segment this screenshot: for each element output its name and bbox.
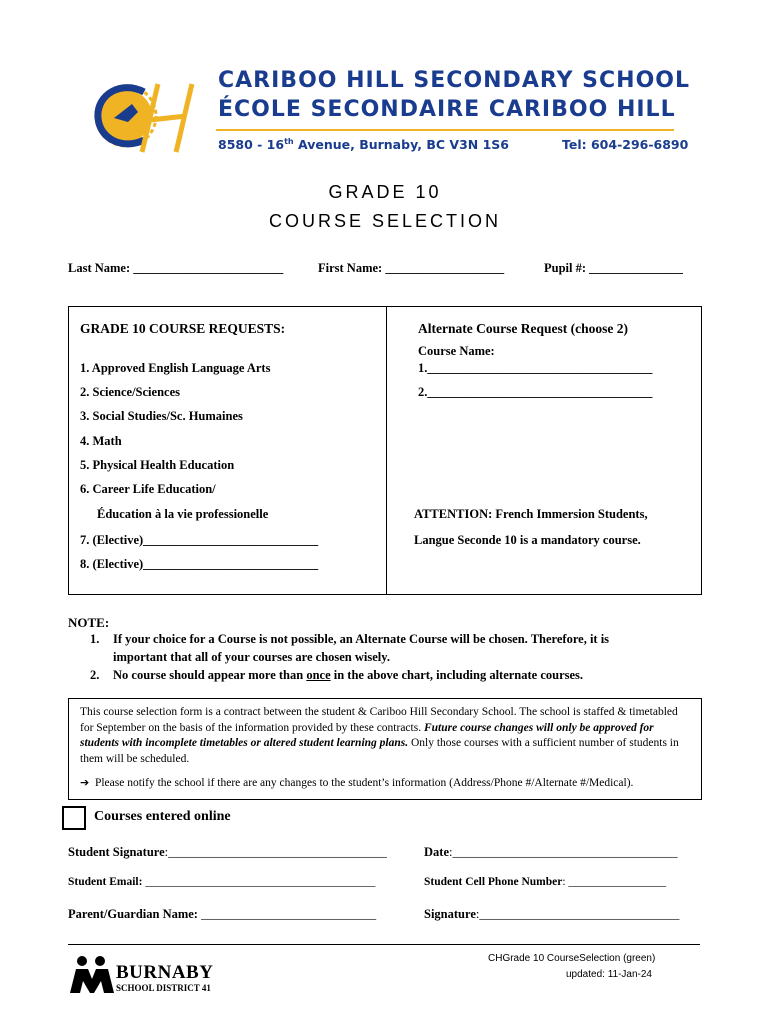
last-name-field[interactable]: Last Name: ________________________ bbox=[68, 261, 284, 275]
student-signature-field[interactable]: Student Signature:___________________________________ bbox=[68, 845, 387, 859]
school-name-en: CARIBOO HILL SECONDARY SCHOOL bbox=[218, 68, 690, 93]
header-divider bbox=[216, 129, 674, 131]
note-1-text-b: important that all of your courses are chosen wisely. bbox=[113, 650, 390, 664]
alternate-heading: Alternate Course Request (choose 2) bbox=[418, 321, 628, 336]
course-item-5: 5. Physical Health Education bbox=[80, 458, 235, 472]
district-subtitle: SCHOOL DISTRICT 41 bbox=[116, 983, 211, 993]
form-identifier: CHGrade 10 CourseSelection (green) bbox=[488, 953, 656, 964]
courses-online-checkbox[interactable] bbox=[62, 806, 86, 830]
student-email-field[interactable]: Student Email: ________________________________________ bbox=[68, 876, 376, 888]
school-name-fr: ÉCOLE SECONDAIRE CARIBOO HILL bbox=[218, 97, 676, 122]
course-item-1: 1. Approved English Language Arts bbox=[80, 361, 271, 375]
note-2-number: 2. bbox=[90, 668, 100, 682]
school-phone: Tel: 604-296-6890 bbox=[562, 137, 689, 152]
note-1-text-a: If your choice for a Course is not possible, an Alternate Course will be chosen. Therefore, it is bbox=[113, 632, 610, 646]
parent-name-field[interactable]: Parent/Guardian Name: ____________________________ bbox=[68, 907, 377, 921]
contract-paragraph: This course selection form is a contract between the student & Cariboo Hill Secondary School. The school is staffed & timetabled for September on the basis of the information provided by these contracts. Future course changes will only be approved for students with incomplete timetables or altered student learning plans. Only those courses with a sufficient number of students in them will be scheduled. bbox=[80, 706, 679, 765]
course-requests-heading: GRADE 10 COURSE REQUESTS: bbox=[80, 321, 286, 336]
attention-line-1: ATTENTION: French Immersion Students, bbox=[414, 507, 648, 521]
alternate-course-name-label: Course Name: bbox=[418, 344, 495, 358]
note-2-text: No course should appear more than once in the above chart, including alternate courses. bbox=[113, 668, 584, 682]
page-title-grade: GRADE 10 bbox=[328, 182, 442, 202]
updated-date: updated: 11-Jan-24 bbox=[566, 969, 652, 980]
logo-letter-h bbox=[142, 84, 192, 152]
page-title-course-selection: COURSE SELECTION bbox=[268, 211, 502, 231]
course-item-2: 2. Science/Sciences bbox=[80, 385, 180, 399]
district-logo-figures bbox=[68, 955, 118, 995]
first-name-field[interactable]: First Name: ___________________ bbox=[318, 261, 505, 275]
attention-line-2: Langue Seconde 10 is a mandatory course. bbox=[414, 533, 641, 547]
course-box-divider bbox=[386, 306, 387, 594]
course-item-6-fr: Éducation à la vie professionelle bbox=[97, 507, 269, 521]
school-address: 8580 - 16th Avenue, Burnaby, BC V3N 1S6 bbox=[218, 137, 509, 153]
course-item-3: 3. Social Studies/Sc. Humaines bbox=[80, 409, 243, 423]
course-item-7-elective[interactable]: 7. (Elective)____________________________ bbox=[80, 533, 319, 547]
alternate-course-2-field[interactable]: 2.____________________________________ bbox=[418, 385, 653, 399]
course-requests-box bbox=[68, 306, 702, 595]
note-1-number: 1. bbox=[90, 632, 100, 646]
course-item-6: 6. Career Life Education/ bbox=[80, 482, 216, 496]
arrow-icon: ➔ bbox=[80, 777, 90, 789]
courses-online-label: Courses entered online bbox=[94, 809, 231, 824]
course-item-8-elective[interactable]: 8. (Elective)____________________________ bbox=[80, 557, 319, 571]
parent-signature-field[interactable]: Signature:________________________________ bbox=[424, 907, 680, 921]
date-field[interactable]: Date:____________________________________ bbox=[424, 845, 678, 859]
note-label: NOTE: bbox=[68, 615, 110, 630]
alternate-course-1-field[interactable]: 1.____________________________________ bbox=[418, 361, 653, 375]
course-item-4: 4. Math bbox=[80, 434, 122, 448]
pupil-number-field[interactable]: Pupil #: _______________ bbox=[544, 261, 683, 275]
school-logo bbox=[92, 78, 202, 154]
district-name: BURNABY bbox=[116, 962, 214, 983]
student-cell-field[interactable]: Student Cell Phone Number: _________________ bbox=[424, 876, 667, 888]
notify-line: ➔ Please notify the school if there are any changes to the student’s information (Address/Phone #/Alternate #/Medical). bbox=[80, 777, 634, 789]
footer-divider bbox=[68, 944, 700, 945]
